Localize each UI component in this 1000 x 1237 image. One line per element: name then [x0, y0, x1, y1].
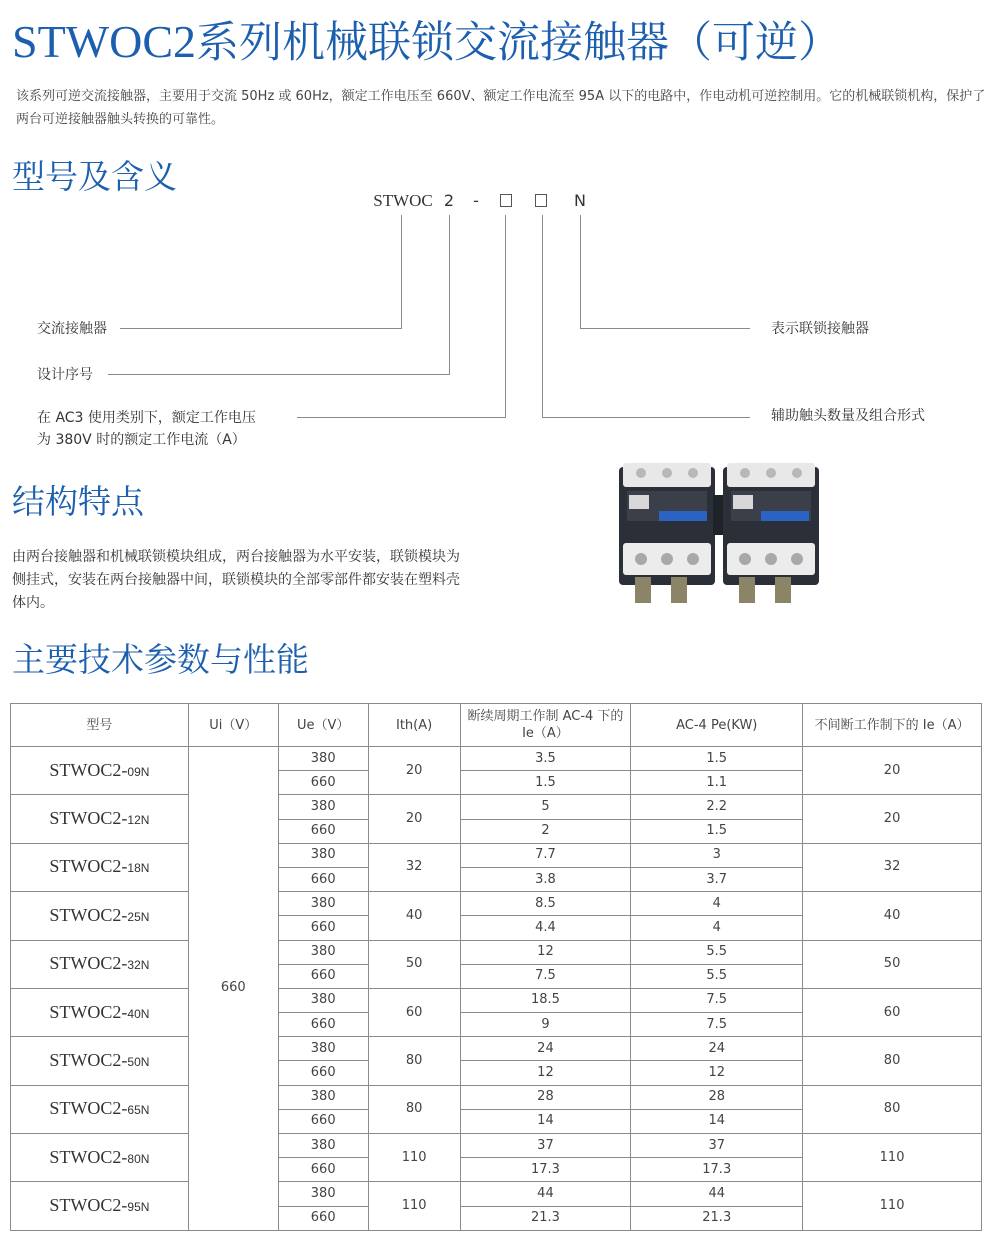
model-prefix: STWOC2-	[49, 1195, 128, 1216]
model-code-design: 2	[443, 191, 455, 210]
table-body	[11, 747, 982, 1231]
pe-cell: 7.5	[631, 1013, 803, 1037]
model-prefix: STWOC2-	[49, 1049, 128, 1070]
table-row	[11, 1134, 982, 1158]
ui-cell: 660	[188, 747, 278, 1231]
page-title-rest: 系列机械联锁交流接触器（可逆）	[196, 18, 841, 68]
pe-cell: 5.5	[631, 940, 803, 964]
ie-ac4-cell: 2	[460, 819, 631, 843]
ith-cell: 110	[368, 1134, 460, 1182]
model-cell	[11, 1085, 189, 1133]
ue-cell: 380	[278, 1037, 368, 1061]
ie-ac4-cell: 7.7	[460, 843, 631, 867]
ith-cell: 80	[368, 1085, 460, 1133]
pe-cell: 17.3	[631, 1158, 803, 1182]
header-ith: Ith(A)	[368, 704, 460, 747]
table-row	[11, 1182, 982, 1206]
pe-cell: 28	[631, 1085, 803, 1109]
ue-cell: 660	[278, 964, 368, 988]
label-current-line2: 为 380V 时的额定工作电流（A）	[37, 432, 246, 448]
contactor-right	[723, 463, 819, 603]
pe-cell: 1.5	[631, 819, 803, 843]
model-code-aux-box	[534, 190, 548, 212]
pe-cell: 37	[631, 1134, 803, 1158]
pe-cell: 7.5	[631, 988, 803, 1012]
ith-cell: 60	[368, 988, 460, 1036]
ie-ac4-cell: 8.5	[460, 892, 631, 916]
ie-ac4-cell: 17.3	[460, 1158, 631, 1182]
model-suffix: 12N	[127, 813, 150, 828]
ue-cell: 660	[278, 819, 368, 843]
model-prefix: STWOC2-	[49, 759, 128, 780]
page-title	[12, 14, 841, 71]
model-suffix: 09N	[127, 764, 150, 779]
model-cell	[11, 988, 189, 1036]
ie-cont-cell: 80	[803, 1037, 982, 1085]
section-title-parameters: 主要技术参数与性能	[12, 640, 309, 679]
table-row	[11, 940, 982, 964]
model-suffix: 95N	[127, 1200, 150, 1215]
header-pe: AC-4 Pe(KW)	[631, 704, 803, 747]
ue-cell: 660	[278, 1206, 368, 1230]
ie-ac4-cell: 28	[460, 1085, 631, 1109]
ue-cell: 380	[278, 1182, 368, 1206]
model-suffix: 50N	[127, 1054, 150, 1069]
pe-cell: 3.7	[631, 867, 803, 891]
pe-cell: 1.5	[631, 747, 803, 771]
ie-ac4-cell: 14	[460, 1109, 631, 1133]
model-cell	[11, 843, 189, 891]
model-prefix: STWOC2-	[49, 808, 128, 829]
ie-cont-cell: 32	[803, 843, 982, 891]
ith-cell: 32	[368, 843, 460, 891]
pe-cell: 21.3	[631, 1206, 803, 1230]
ie-cont-cell: 80	[803, 1085, 982, 1133]
header-model: 型号	[11, 704, 189, 747]
ie-cont-cell: 20	[803, 747, 982, 795]
ie-ac4-cell: 44	[460, 1182, 631, 1206]
model-cell	[11, 1037, 189, 1085]
model-prefix: STWOC2-	[49, 1098, 128, 1119]
model-cell	[11, 747, 189, 795]
header-ie-ac4	[460, 704, 631, 747]
header-ie-cont: 不间断工作制下的 Ie（A）	[803, 704, 982, 747]
ue-cell: 380	[278, 747, 368, 771]
ie-ac4-cell: 1.5	[460, 771, 631, 795]
model-suffix: 18N	[127, 861, 150, 876]
ue-cell: 380	[278, 892, 368, 916]
header-ui: Ui（V）	[188, 704, 278, 747]
ith-cell: 50	[368, 940, 460, 988]
section-title-structure: 结构特点	[12, 482, 144, 521]
model-suffix: 25N	[127, 909, 150, 924]
model-prefix: STWOC2-	[49, 1146, 128, 1167]
intro-paragraph: 该系列可逆交流接触器，主要用于交流 50Hz 或 60Hz，额定工作电压至 660V、额定工作电流至 95A 以下的电路中，作电动机可逆控制用。它的机械联锁机构，保护了两台可逆接触器触头转换的可靠性。	[16, 89, 986, 127]
spec-table	[10, 703, 982, 1231]
header-ie-ac4-line2: Ie（A）	[522, 726, 569, 741]
structure-paragraph: 由两台接触器和机械联锁模块组成，两台接触器为水平安装，联锁模块为侧挂式，安装在两台接触器中间，联锁模块的全部零部件都安装在塑料壳体内。	[12, 549, 460, 611]
model-code-dash: -	[473, 191, 479, 210]
ie-cont-cell: 50	[803, 940, 982, 988]
ie-ac4-cell: 37	[460, 1134, 631, 1158]
model-code-current-box	[499, 190, 513, 212]
ie-cont-cell: 110	[803, 1182, 982, 1230]
ue-cell: 660	[278, 1158, 368, 1182]
model-suffix: 32N	[127, 958, 150, 973]
ith-cell: 40	[368, 892, 460, 940]
product-photo	[613, 455, 833, 615]
pe-cell: 3	[631, 843, 803, 867]
model-suffix: 40N	[127, 1006, 150, 1021]
ie-cont-cell: 110	[803, 1134, 982, 1182]
ue-cell: 660	[278, 1109, 368, 1133]
ue-cell: 660	[278, 916, 368, 940]
ie-cont-cell: 60	[803, 988, 982, 1036]
label-auxiliary: 辅助触头数量及组合形式	[771, 408, 925, 424]
model-prefix: STWOC2-	[49, 953, 128, 974]
ue-cell: 660	[278, 771, 368, 795]
ue-cell: 380	[278, 843, 368, 867]
ie-ac4-cell: 21.3	[460, 1206, 631, 1230]
section-title-model-meaning: 型号及含义	[12, 157, 177, 196]
ith-cell: 20	[368, 747, 460, 795]
ue-cell: 380	[278, 988, 368, 1012]
table-row	[11, 1037, 982, 1061]
table-row	[11, 747, 982, 771]
model-cell	[11, 1182, 189, 1230]
model-cell	[11, 795, 189, 843]
ie-ac4-cell: 5	[460, 795, 631, 819]
model-cell	[11, 1134, 189, 1182]
page-title-model: STWOC2	[12, 16, 196, 67]
ue-cell: 380	[278, 940, 368, 964]
label-interlock: 表示联锁接触器	[771, 321, 869, 337]
model-cell	[11, 940, 189, 988]
model-code-suffix: N	[574, 191, 586, 210]
label-contactor: 交流接触器	[37, 321, 107, 337]
label-design-no: 设计序号	[37, 367, 93, 383]
model-prefix: STWOC2-	[49, 1001, 128, 1022]
model-prefix: STWOC2-	[49, 904, 128, 925]
ue-cell: 660	[278, 1061, 368, 1085]
model-code-prefix: STWOC	[373, 191, 433, 210]
ue-cell: 660	[278, 867, 368, 891]
pe-cell: 2.2	[631, 795, 803, 819]
table-row	[11, 988, 982, 1012]
model-prefix: STWOC2-	[49, 856, 128, 877]
pe-cell: 44	[631, 1182, 803, 1206]
ie-ac4-cell: 4.4	[460, 916, 631, 940]
pe-cell: 5.5	[631, 964, 803, 988]
model-suffix: 80N	[127, 1151, 150, 1166]
label-current-line1: 在 AC3 使用类别下，额定工作电压	[37, 410, 256, 426]
pe-cell: 12	[631, 1061, 803, 1085]
pe-cell: 24	[631, 1037, 803, 1061]
pe-cell: 4	[631, 916, 803, 940]
ie-ac4-cell: 18.5	[460, 988, 631, 1012]
ith-cell: 80	[368, 1037, 460, 1085]
contactor-left	[619, 463, 715, 603]
ie-ac4-cell: 9	[460, 1013, 631, 1037]
ie-ac4-cell: 7.5	[460, 964, 631, 988]
ue-cell: 380	[278, 795, 368, 819]
pe-cell: 4	[631, 892, 803, 916]
table-row	[11, 1085, 982, 1109]
pe-cell: 14	[631, 1109, 803, 1133]
ith-cell: 110	[368, 1182, 460, 1230]
model-suffix: 65N	[127, 1103, 150, 1118]
pe-cell: 1.1	[631, 771, 803, 795]
ie-ac4-cell: 3.5	[460, 747, 631, 771]
ie-cont-cell: 20	[803, 795, 982, 843]
ith-cell: 20	[368, 795, 460, 843]
table-header-row	[11, 704, 982, 747]
header-ie-ac4-line1: 断续周期工作制 AC-4 下的	[467, 709, 624, 724]
header-ue: Ue（V）	[278, 704, 368, 747]
ie-cont-cell: 40	[803, 892, 982, 940]
ue-cell: 660	[278, 1013, 368, 1037]
ue-cell: 380	[278, 1134, 368, 1158]
ue-cell: 380	[278, 1085, 368, 1109]
ie-ac4-cell: 12	[460, 1061, 631, 1085]
ie-ac4-cell: 3.8	[460, 867, 631, 891]
table-row	[11, 843, 982, 867]
model-cell	[11, 892, 189, 940]
ie-ac4-cell: 12	[460, 940, 631, 964]
table-row	[11, 795, 982, 819]
ie-ac4-cell: 24	[460, 1037, 631, 1061]
table-row	[11, 892, 982, 916]
